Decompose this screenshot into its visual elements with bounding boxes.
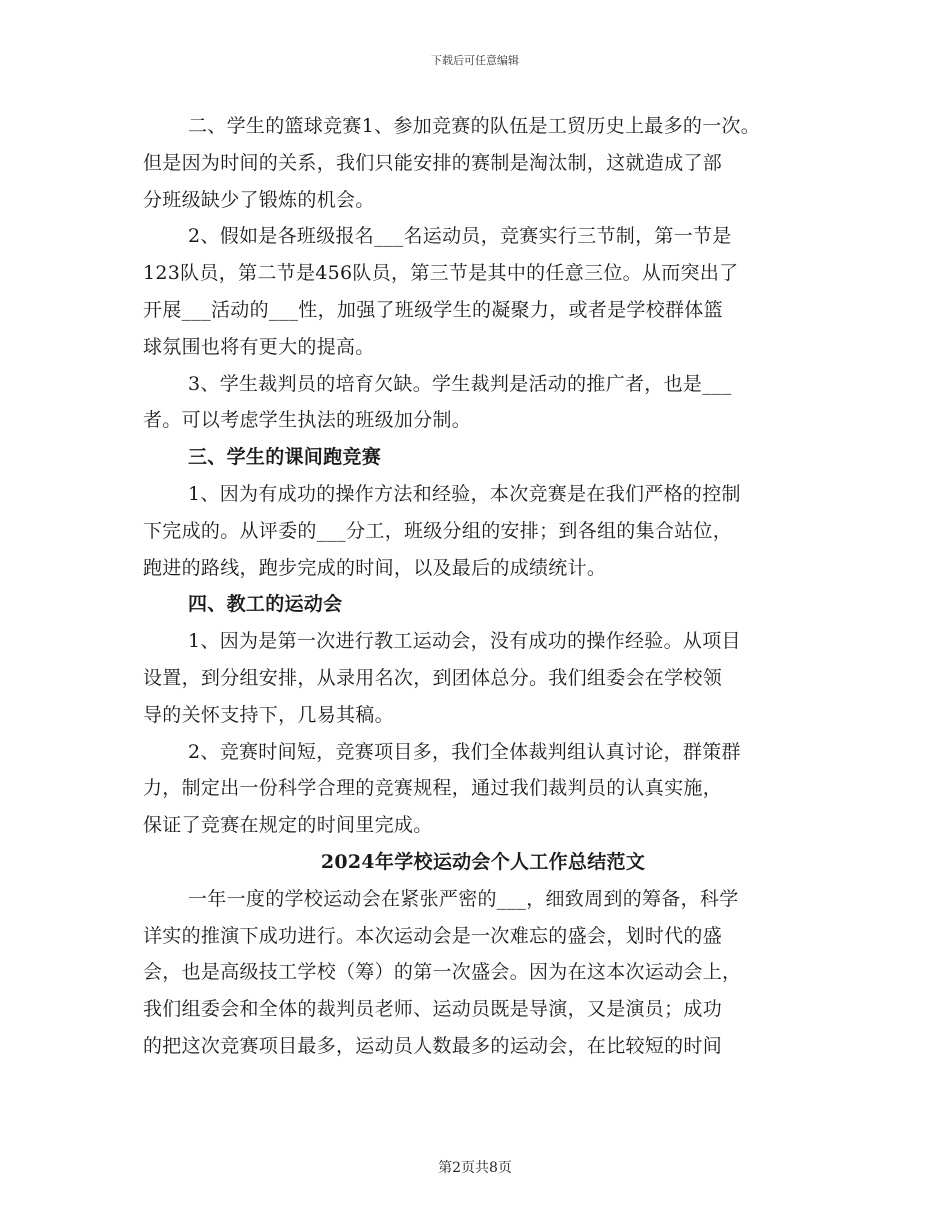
paragraph-line: 分班级缺少了锻炼的机会。 [143,188,375,211]
section-heading: 四、教工的运动会 [188,593,343,616]
paragraph-line: 1、因为是第一次进行教工运动会，没有成功的操作经验。从项目 [188,630,741,653]
paragraph-line: 2、假如是各班级报名___名运动员，竞赛实行三节制，第一节是 [188,225,732,248]
paragraph-line: 球氛围也将有更大的提高。 [143,335,375,358]
paragraph-line: 的把这次竞赛项目最多，运动员人数最多的运动会，在比较短的时间 [143,1034,723,1057]
paragraph-line: 我们组委会和全体的裁判员老师、运动员既是导演，又是演员；成功 [143,998,723,1021]
paragraph-line: 二、学生的篮球竞赛1、参加竞赛的队伍是工贸历史上最多的一次。 [188,115,761,137]
paragraph-line: 者。可以考虑学生执法的班级加分制。 [143,409,472,432]
header-note: 下载后可任意编辑 [431,54,519,67]
paragraph-line: 2、竞赛时间短，竞赛项目多，我们全体裁判组认真讨论，群策群 [188,740,741,763]
paragraph-line: 保证了竞赛在规定的时间里完成。 [143,814,433,837]
document-body [143,108,823,1065]
paragraph-line: 力，制定出一份科学合理的竞赛规程，通过我们裁判员的认真实施， [143,777,723,800]
paragraph-line: 123队员，第二节是456队员，第三节是其中的任意三位。从而突出了 [143,262,739,285]
paragraph-line: 但是因为时间的关系，我们只能安排的赛制是淘汰制，这就造成了部 [143,151,723,174]
paragraph-line: 详实的推演下成功进行。本次运动会是一次难忘的盛会，划时代的盛 [143,924,723,947]
paragraph-line: 会，也是高级技工学校（筹）的第一次盛会。因为在这本次运动会上， [143,961,742,984]
section-title: 2024年学校运动会个人工作总结范文 [320,850,646,873]
paragraph-line: 开展___活动的___性，加强了班级学生的凝聚力，或者是学校群体篮 [143,298,723,321]
paragraph-line: 导的关怀支持下，几易其稿。 [143,703,394,726]
page-footer: 第2页共8页 [438,1160,512,1176]
paragraph-line: 设置，到分组安排，从录用名次，到团体总分。我们组委会在学校领 [143,666,723,689]
section-heading: 三、学生的课间跑竞赛 [188,446,382,469]
paragraph-line: 下完成的。从评委的___分工，班级分组的安排；到各组的集合站位， [143,519,733,542]
paragraph-line: 一年一度的学校运动会在紧张严密的___，细致周到的筹备，科学 [188,887,739,910]
paragraph-line: 3、学生裁判员的培育欠缺。学生裁判是活动的推广者，也是___ [188,372,732,395]
paragraph-line: 跑进的路线，跑步完成的时间，以及最后的成绩统计。 [143,556,607,579]
paragraph-line: 1、因为有成功的操作方法和经验，本次竞赛是在我们严格的控制 [188,482,741,505]
